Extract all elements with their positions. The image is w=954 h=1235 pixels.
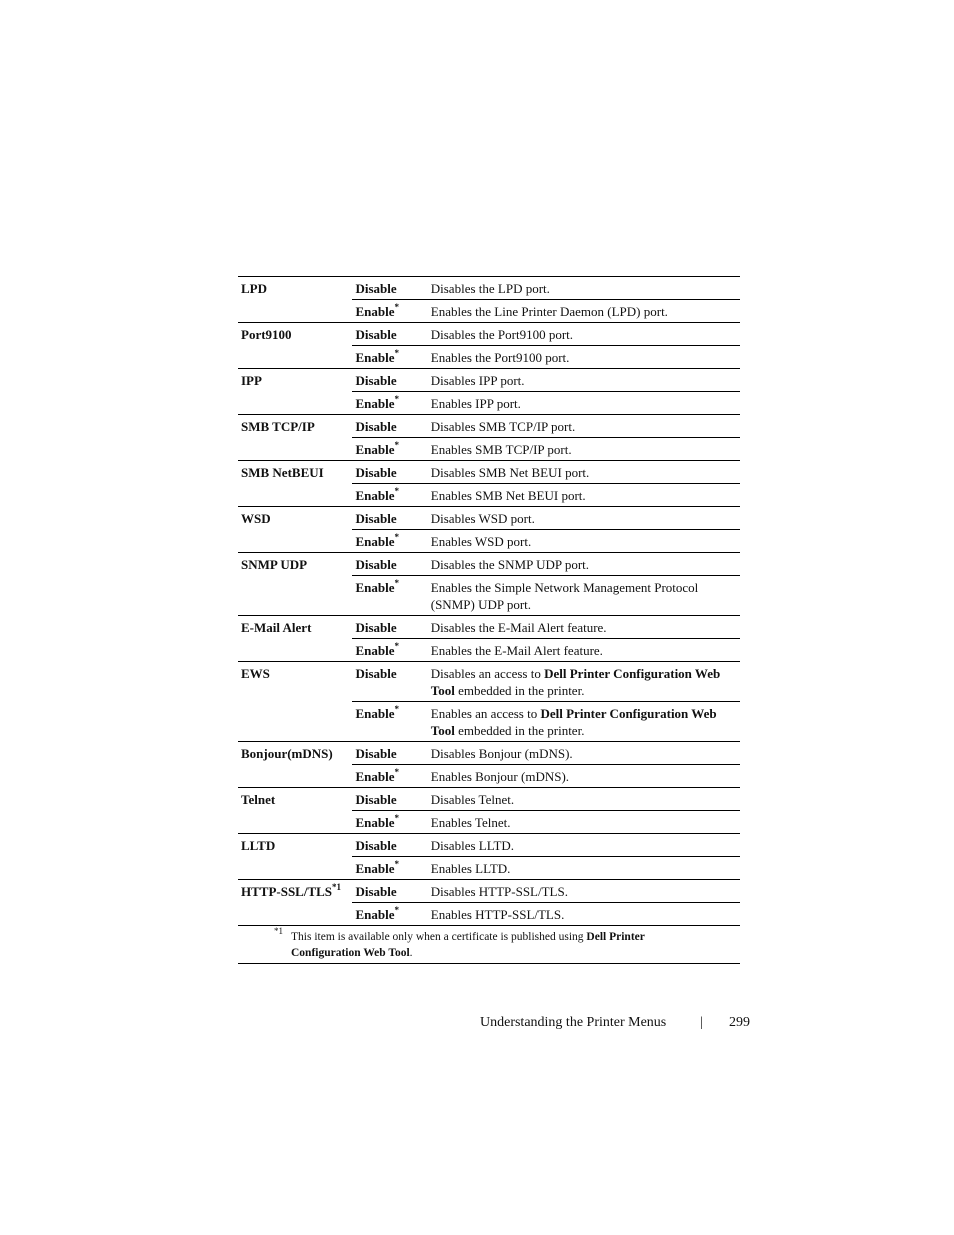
description-text: Enables HTTP-SSL/TLS. bbox=[430, 907, 565, 922]
setting-value-label: Disable bbox=[355, 620, 397, 635]
setting-value-label: Disable bbox=[355, 557, 397, 572]
setting-description bbox=[428, 461, 740, 484]
menu-settings-table bbox=[238, 276, 740, 964]
menu-table-body bbox=[238, 277, 740, 964]
setting-description bbox=[428, 392, 740, 415]
menu-item-name bbox=[238, 662, 352, 742]
setting-description bbox=[428, 369, 740, 392]
description-text: Disables SMB Net BEUI port. bbox=[430, 465, 590, 480]
setting-value-label: Enable bbox=[355, 706, 395, 721]
setting-description bbox=[428, 765, 740, 788]
footnote-text-part: . bbox=[409, 947, 413, 959]
setting-description bbox=[428, 788, 740, 811]
footnote-text-part: This item is available only when a certificate is published using bbox=[291, 931, 587, 943]
menu-item-name bbox=[238, 788, 352, 834]
menu-item-label: WSD bbox=[241, 511, 271, 526]
setting-value bbox=[352, 484, 427, 507]
setting-description bbox=[428, 880, 740, 903]
menu-item-name bbox=[238, 507, 352, 553]
setting-value-label: Enable bbox=[355, 643, 395, 658]
setting-value-label: Disable bbox=[355, 666, 397, 681]
default-marker: * bbox=[394, 812, 399, 823]
description-text: embedded in the printer. bbox=[454, 723, 585, 738]
setting-value bbox=[352, 530, 427, 553]
setting-value-label: Enable bbox=[355, 488, 395, 503]
menu-item-label: SMB NetBEUI bbox=[241, 465, 324, 480]
setting-value-label: Enable bbox=[355, 861, 395, 876]
setting-value bbox=[352, 616, 427, 639]
description-text: Enables IPP port. bbox=[430, 396, 521, 411]
description-text: Disables the LPD port. bbox=[430, 281, 550, 296]
setting-value bbox=[352, 788, 427, 811]
setting-value bbox=[352, 662, 427, 702]
description-text: Enables Bonjour (mDNS). bbox=[430, 769, 570, 784]
setting-value-label: Disable bbox=[355, 746, 397, 761]
setting-description bbox=[428, 277, 740, 300]
menu-item-name bbox=[238, 553, 352, 616]
default-marker: * bbox=[394, 347, 399, 358]
menu-item-label: LLTD bbox=[241, 838, 276, 853]
setting-value bbox=[352, 300, 427, 323]
menu-item-label: HTTP-SSL/TLS bbox=[241, 884, 333, 899]
menu-item-label: Bonjour(mDNS) bbox=[241, 746, 333, 761]
setting-value bbox=[352, 880, 427, 903]
setting-value bbox=[352, 765, 427, 788]
setting-value bbox=[352, 811, 427, 834]
setting-value bbox=[352, 903, 427, 926]
menu-item-label: IPP bbox=[241, 373, 262, 388]
setting-value bbox=[352, 553, 427, 576]
footnote-mark-label: *1 bbox=[274, 926, 283, 937]
default-marker: * bbox=[394, 577, 399, 588]
table-row bbox=[238, 461, 740, 484]
setting-value-label: Disable bbox=[355, 884, 397, 899]
menu-item-name bbox=[238, 616, 352, 662]
setting-value bbox=[352, 438, 427, 461]
setting-value-label: Disable bbox=[355, 373, 397, 388]
setting-description bbox=[428, 639, 740, 662]
setting-value-label: Disable bbox=[355, 838, 397, 853]
menu-item-label: Telnet bbox=[241, 792, 276, 807]
default-marker: * bbox=[394, 858, 399, 869]
setting-description bbox=[428, 438, 740, 461]
setting-description bbox=[428, 530, 740, 553]
default-marker: * bbox=[394, 393, 399, 404]
default-marker: * bbox=[394, 531, 399, 542]
footer-section-title: Understanding the Printer Menus bbox=[480, 1015, 667, 1030]
footnote-row bbox=[238, 926, 740, 964]
table-row bbox=[238, 880, 740, 903]
description-text: Enables the Simple Network Management Protocol (SNMP) UDP port. bbox=[430, 580, 699, 612]
menu-item-label: SMB TCP/IP bbox=[241, 419, 315, 434]
setting-value-label: Enable bbox=[355, 304, 395, 319]
setting-value bbox=[352, 415, 427, 438]
menu-item-name bbox=[238, 369, 352, 415]
setting-value-label: Enable bbox=[355, 534, 395, 549]
menu-item-label: EWS bbox=[241, 666, 270, 681]
default-marker: * bbox=[394, 485, 399, 496]
description-text: Enables Telnet. bbox=[430, 815, 511, 830]
description-text: Disables the Port9100 port. bbox=[430, 327, 574, 342]
setting-description bbox=[428, 507, 740, 530]
description-text: Disables SMB TCP/IP port. bbox=[430, 419, 576, 434]
default-marker: * bbox=[394, 703, 399, 714]
description-text: Disables Telnet. bbox=[430, 792, 515, 807]
setting-description bbox=[428, 857, 740, 880]
menu-item-label: Port9100 bbox=[241, 327, 292, 342]
setting-value-label: Disable bbox=[355, 419, 397, 434]
menu-item-name bbox=[238, 461, 352, 507]
product-name: Dell Printer Configuration Web Tool bbox=[291, 931, 645, 959]
setting-value bbox=[352, 857, 427, 880]
setting-value-label: Enable bbox=[355, 580, 395, 595]
footnote-text bbox=[291, 929, 737, 961]
description-text: Enables SMB Net BEUI port. bbox=[430, 488, 586, 503]
description-text: Enables SMB TCP/IP port. bbox=[430, 442, 572, 457]
setting-description bbox=[428, 742, 740, 765]
setting-value-label: Disable bbox=[355, 792, 397, 807]
menu-item-name bbox=[238, 880, 352, 926]
setting-description bbox=[428, 576, 740, 616]
table-row bbox=[238, 323, 740, 346]
setting-value bbox=[352, 369, 427, 392]
description-text: Enables LLTD. bbox=[430, 861, 511, 876]
setting-value bbox=[352, 834, 427, 857]
menu-item-name bbox=[238, 415, 352, 461]
setting-value-label: Enable bbox=[355, 350, 395, 365]
default-marker: * bbox=[394, 439, 399, 450]
setting-value bbox=[352, 392, 427, 415]
description-text: Disables an access to bbox=[430, 666, 545, 681]
description-text: Disables Bonjour (mDNS). bbox=[430, 746, 573, 761]
default-marker: * bbox=[394, 904, 399, 915]
setting-value-label: Enable bbox=[355, 815, 395, 830]
setting-description bbox=[428, 323, 740, 346]
setting-value bbox=[352, 346, 427, 369]
menu-item-name bbox=[238, 323, 352, 369]
default-marker: * bbox=[394, 766, 399, 777]
setting-description bbox=[428, 415, 740, 438]
setting-description bbox=[428, 702, 740, 742]
setting-description bbox=[428, 484, 740, 507]
menu-item-label: E-Mail Alert bbox=[241, 620, 312, 635]
table-row bbox=[238, 834, 740, 857]
table-row bbox=[238, 507, 740, 530]
footer-separator: | bbox=[700, 1015, 703, 1030]
setting-value-label: Enable bbox=[355, 769, 395, 784]
product-name: Dell Printer Configuration Web Tool bbox=[430, 666, 721, 698]
default-marker: * bbox=[394, 301, 399, 312]
description-text: embedded in the printer. bbox=[454, 683, 585, 698]
description-text: Disables the E-Mail Alert feature. bbox=[430, 620, 607, 635]
description-text: Disables HTTP-SSL/TLS. bbox=[430, 884, 568, 899]
description-text: Disables the SNMP UDP port. bbox=[430, 557, 590, 572]
setting-value bbox=[352, 639, 427, 662]
description-text: Enables the E-Mail Alert feature. bbox=[430, 643, 603, 658]
setting-value-label: Enable bbox=[355, 442, 395, 457]
setting-value bbox=[352, 507, 427, 530]
setting-value bbox=[352, 742, 427, 765]
table-row bbox=[238, 553, 740, 576]
setting-value-label: Disable bbox=[355, 327, 397, 342]
description-text: Disables WSD port. bbox=[430, 511, 535, 526]
description-text: Enables the Line Printer Daemon (LPD) port. bbox=[430, 304, 668, 319]
setting-value-label: Enable bbox=[355, 907, 395, 922]
table-row bbox=[238, 616, 740, 639]
description-text: Disables LLTD. bbox=[430, 838, 515, 853]
description-text: Enables WSD port. bbox=[430, 534, 532, 549]
description-text: Enables an access to bbox=[430, 706, 541, 721]
footnote-mark bbox=[241, 926, 291, 961]
description-text: Enables the Port9100 port. bbox=[430, 350, 570, 365]
table-row bbox=[238, 415, 740, 438]
footnote-reference: *1 bbox=[332, 881, 342, 892]
product-name: Dell Printer Configuration Web Tool bbox=[430, 706, 717, 738]
table-row bbox=[238, 277, 740, 300]
menu-item-name bbox=[238, 834, 352, 880]
setting-description bbox=[428, 834, 740, 857]
setting-value-label: Disable bbox=[355, 281, 397, 296]
table-row bbox=[238, 662, 740, 702]
menu-item-label: SNMP UDP bbox=[241, 557, 308, 572]
setting-value-label: Enable bbox=[355, 396, 395, 411]
setting-value bbox=[352, 323, 427, 346]
footnote-body bbox=[241, 926, 737, 961]
menu-item-label: LPD bbox=[241, 281, 267, 296]
menu-item-name bbox=[238, 742, 352, 788]
setting-description bbox=[428, 300, 740, 323]
page-number: 299 bbox=[729, 1015, 750, 1030]
menu-item-name bbox=[238, 277, 352, 323]
setting-value bbox=[352, 461, 427, 484]
table-row bbox=[238, 369, 740, 392]
setting-value-label: Disable bbox=[355, 465, 397, 480]
setting-description bbox=[428, 811, 740, 834]
setting-description bbox=[428, 553, 740, 576]
setting-description bbox=[428, 616, 740, 639]
setting-description bbox=[428, 346, 740, 369]
setting-description bbox=[428, 903, 740, 926]
setting-description bbox=[428, 662, 740, 702]
setting-value bbox=[352, 277, 427, 300]
setting-value bbox=[352, 702, 427, 742]
table-row bbox=[238, 742, 740, 765]
description-text: Disables IPP port. bbox=[430, 373, 525, 388]
setting-value-label: Disable bbox=[355, 511, 397, 526]
footnote bbox=[238, 926, 740, 964]
setting-value bbox=[352, 576, 427, 616]
default-marker: * bbox=[394, 640, 399, 651]
table-row bbox=[238, 788, 740, 811]
